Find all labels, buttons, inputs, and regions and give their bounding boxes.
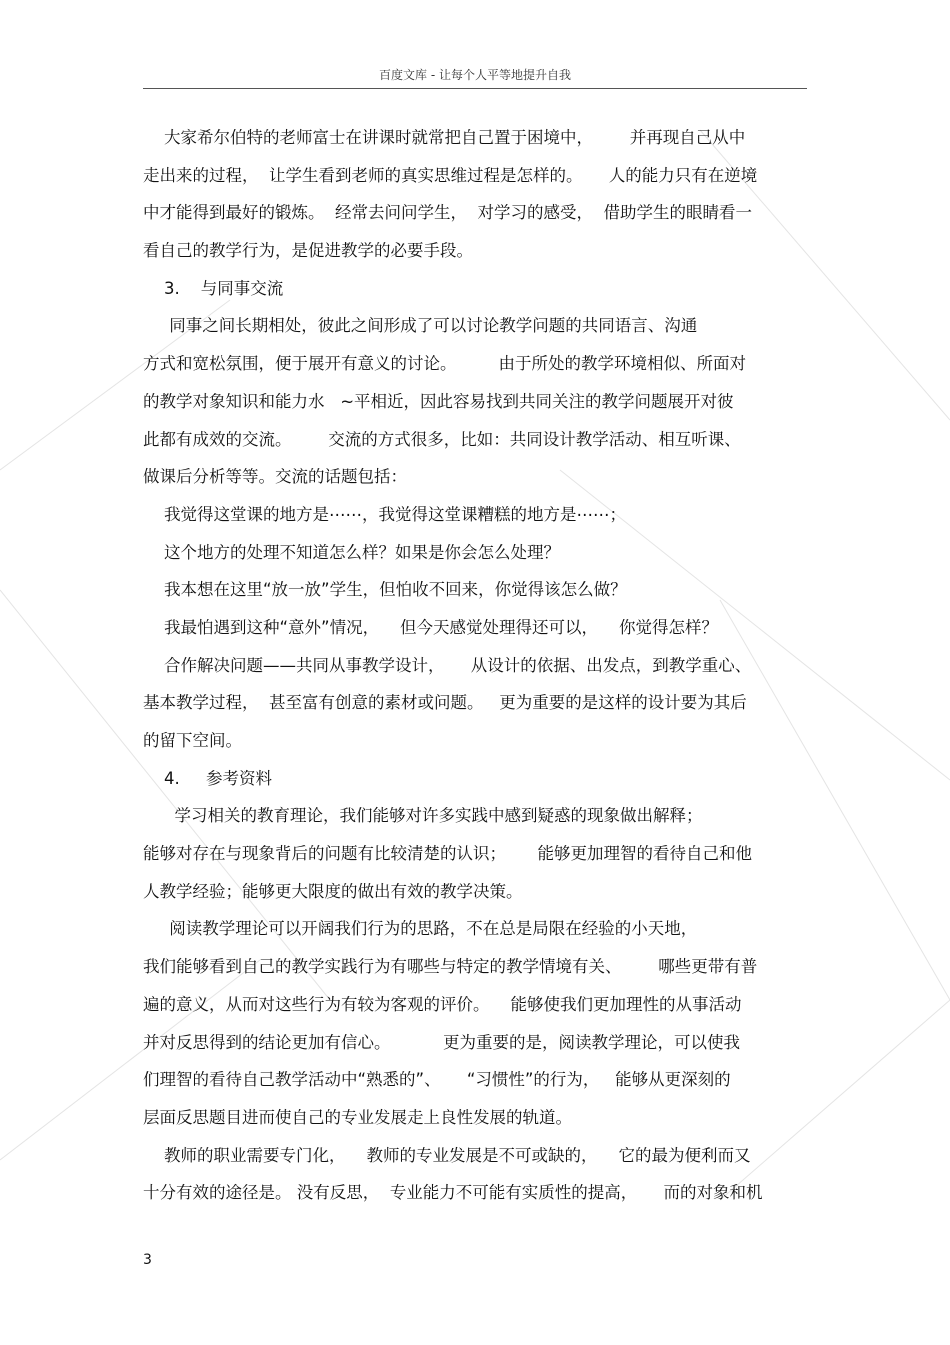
text-line: 4. 参考资料 bbox=[143, 768, 272, 788]
text-line: 这个地方的处理不知道怎么样？如果是你会怎么处理？ bbox=[143, 542, 560, 562]
text-line: 做课后分析等等。交流的话题包括： bbox=[143, 467, 407, 487]
document-body bbox=[143, 119, 807, 1212]
text-line: 此都有成效的交流。 交流的方式很多，比如：共同设计教学活动、相互听课、 bbox=[143, 429, 741, 449]
text-line: 能够对存在与现象背后的问题有比较清楚的认识； 能够更加理智的看待自己和他 bbox=[143, 844, 752, 864]
text-line: 层面反思题目进而使自己的专业发展走上良性发展的轨道。 bbox=[143, 1107, 572, 1127]
text-line: 看自己的教学行为，是促进教学的必要手段。 bbox=[143, 241, 473, 261]
text-line: 3. 与同事交流 bbox=[143, 278, 284, 298]
page-header: 百度文库 - 让每个人平等地提升自我 bbox=[379, 68, 571, 82]
text-line: 们理智的看待自己教学活动中“熟悉的”、 “习惯性”的行为， 能够从更深刻的 bbox=[143, 1070, 731, 1090]
text-line: 十分有效的途径是。 没有反思， 专业能力不可能有实质性的提高， 而的对象和机 bbox=[143, 1183, 763, 1203]
text-line: 的留下空间。 bbox=[143, 731, 242, 750]
text-line: 的教学对象知识和能力水 ~平相近，因此容易找到共同关注的教学问题展开对彼 bbox=[143, 391, 734, 411]
text-line: 同事之间长期相处，彼此之间形成了可以讨论教学问题的共同语言、沟通 bbox=[143, 316, 698, 336]
text-line: 学习相关的教育理论，我们能够对许多实践中感到疑惑的现象做出解释； bbox=[143, 806, 703, 826]
text-line: 阅读教学理论可以开阔我们行为的思路，不在总是局限在经验的小天地， bbox=[143, 919, 698, 939]
text-line: 中才能得到最好的锻炼。 经常去问问学生， 对学习的感受， 借助学生的眼睛看一 bbox=[143, 203, 752, 223]
text-line: 并对反思得到的结论更加有信心。 更为重要的是，阅读教学理论，可以使我 bbox=[143, 1032, 740, 1052]
text-line: 合作解决问题——共同从事教学设计， 从设计的依据、出发点，到教学重心、 bbox=[143, 655, 752, 675]
text-line: 遍的意义，从而对这些行为有较为客观的评价。 能够使我们更加理性的从事活动 bbox=[143, 994, 742, 1014]
text-line: 我们能够看到自己的教学实践行为有哪些与特定的教学情境有关、 哪些更带有普 bbox=[143, 957, 758, 977]
text-line: 大家希尔伯特的老师富士在讲课时就常把自己置于困境中， 并再现自己从中 bbox=[143, 128, 746, 147]
text-line: 方式和宽松氛围，便于展开有意义的讨论。 由于所处的教学环境相似、所面对 bbox=[143, 354, 746, 374]
page-number: 3 bbox=[143, 1252, 152, 1268]
header-divider bbox=[143, 88, 807, 89]
text-line: 人教学经验；能够更大限度的做出有效的教学决策。 bbox=[143, 881, 523, 901]
text-line: 走出来的过程， 让学生看到老师的真实思维过程是怎样的。 人的能力只有在逆境 bbox=[143, 165, 758, 185]
text-line: 基本教学过程， 甚至富有创意的素材或问题。 更为重要的是这样的设计要为其后 bbox=[143, 693, 747, 713]
text-line: 教师的职业需要专门化， 教师的专业发展是不可或缺的， 它的最为便利而又 bbox=[143, 1145, 751, 1165]
text-line: 我觉得这堂课的地方是⋯⋯，我觉得这堂课糟糕的地方是⋯⋯； bbox=[143, 504, 626, 524]
text-line: 我最怕遇到这种“意外”情况， 但今天感觉处理得还可以， 你觉得怎样？ bbox=[143, 617, 719, 637]
text-line: 我本想在这里“放一放”学生，但怕收不回来，你觉得该怎么做？ bbox=[143, 580, 627, 600]
